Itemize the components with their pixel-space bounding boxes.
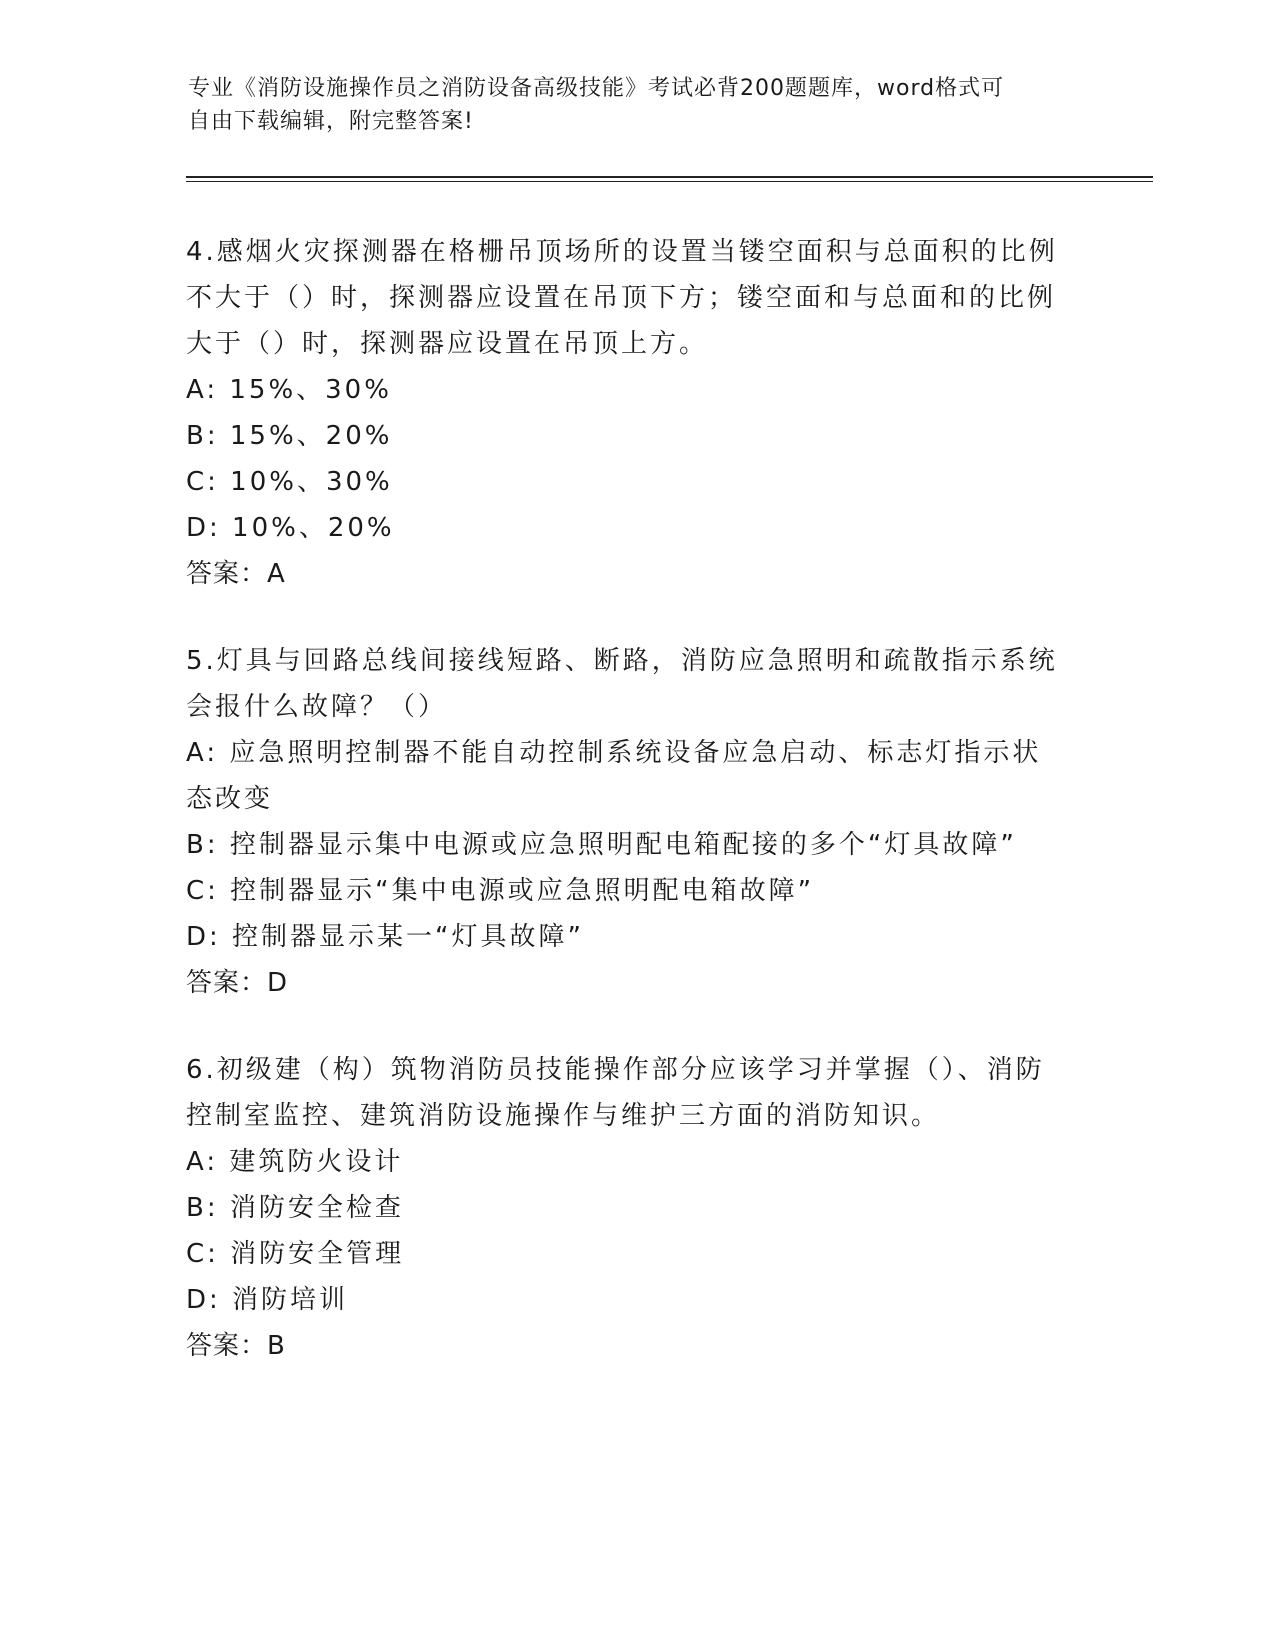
option-b: B: 消防安全检查 <box>186 1193 404 1223</box>
option-b: B: 15%、20% <box>186 421 393 451</box>
option-c: C: 消防安全管理 <box>186 1239 405 1269</box>
question-4 <box>186 229 1066 597</box>
option-c: C: 控制器显示“集中电源或应急照明配电箱故障” <box>186 876 815 906</box>
option-a: A: 建筑防火设计 <box>186 1147 404 1177</box>
option-a: A: 15%、30% <box>186 375 392 405</box>
answer: 答案：A <box>186 559 286 589</box>
question-5 <box>186 638 1066 1006</box>
option-d: D: 控制器显示某一“灯具故障” <box>186 922 584 952</box>
option-d: D: 消防培训 <box>186 1285 349 1315</box>
question-stem: 4.感烟火灾探测器在格栅吊顶场所的设置当镂空面积与总面积的比例不大于（）时，探测器应设置在吊顶下方；镂空面和与总面和的比例大于（）时，探测器应设置在吊顶上方。 <box>186 237 1058 359</box>
option-b: B: 控制器显示集中电源或应急照明配电箱配接的多个“灯具故障” <box>186 830 1017 860</box>
header-line-1: 专业《消防设施操作员之消防设备高级技能》考试必背200题题库，word格式可 <box>188 76 1005 101</box>
document-header <box>188 72 1088 138</box>
question-stem: 5.灯具与回路总线间接线短路、断路，消防应急照明和疏散指示系统会报什么故障？（） <box>186 646 1058 722</box>
answer: 答案：B <box>186 1331 286 1361</box>
option-c: C: 10%、30% <box>186 467 393 497</box>
header-divider-thick <box>186 176 1153 178</box>
option-d: D: 10%、20% <box>186 513 395 543</box>
header-divider-thin <box>186 181 1153 182</box>
option-a: A: 应急照明控制器不能自动控制系统设备应急启动、标志灯指示状态改变 <box>186 738 1042 814</box>
question-stem: 6.初级建（构）筑物消防员技能操作部分应该学习并掌握（）、消防控制室监控、建筑消防设施操作与维护三方面的消防知识。 <box>186 1055 1045 1131</box>
question-6 <box>186 1047 1066 1369</box>
header-line-2: 自由下载编辑，附完整答案! <box>188 109 474 134</box>
answer: 答案：D <box>186 968 289 998</box>
